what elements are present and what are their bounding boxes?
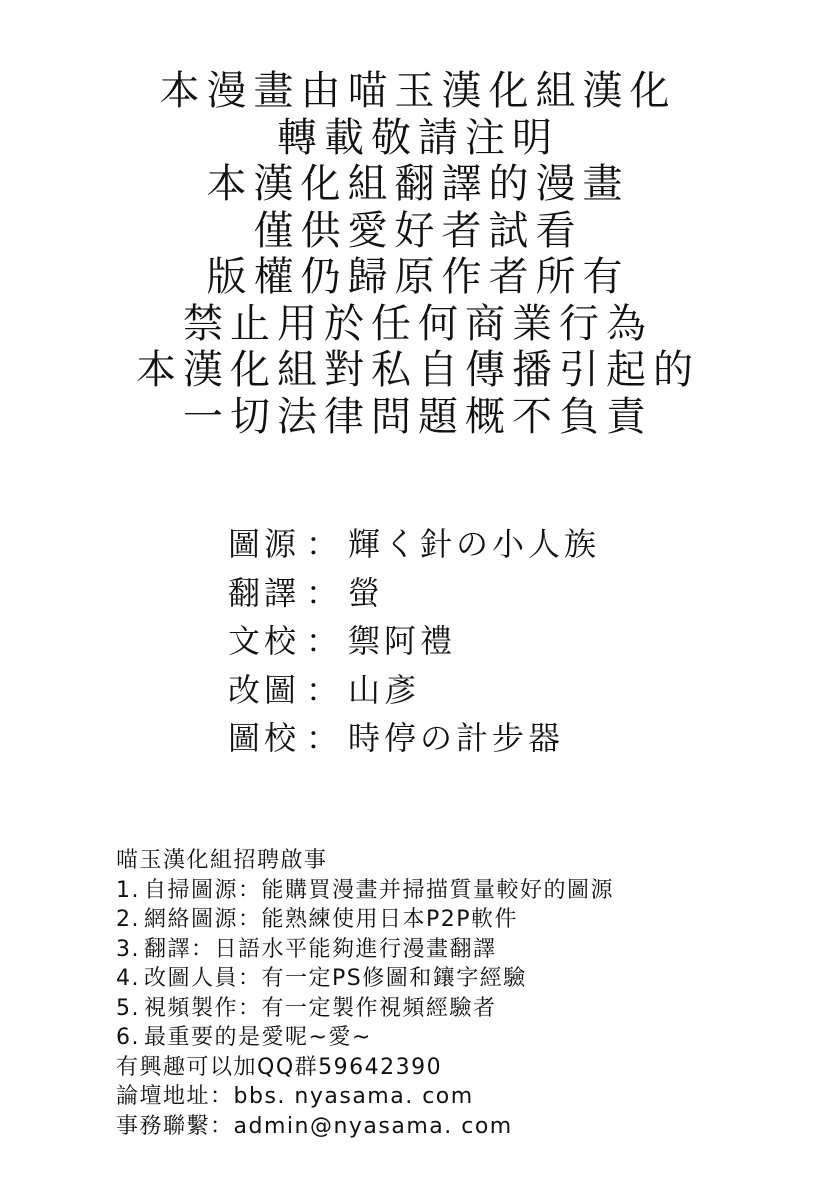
credit-row-image-check <box>228 714 788 763</box>
item-number: 6. <box>116 1025 140 1050</box>
disclaimer-line: 禁止用於任何商業行為 <box>183 300 653 347</box>
item-text: 改圖人員：有一定PS修圖和鑲字經驗 <box>144 966 527 991</box>
recruitment-item <box>116 935 816 965</box>
recruitment-block <box>116 846 816 1141</box>
credit-name: 輝く針の小人族 <box>348 525 601 563</box>
disclaimer-line: 轉載敬請注明 <box>277 114 559 161</box>
credit-role: 圖校 <box>228 719 301 757</box>
item-text: 視頻製作：有一定製作視頻經驗者 <box>144 995 497 1021</box>
item-number: 3. <box>116 936 140 962</box>
disclaimer-block <box>0 68 836 440</box>
recruitment-item <box>116 994 816 1024</box>
disclaimer-line: 本漫畫由喵玉漢化組漢化 <box>159 68 677 114</box>
contact-email-link[interactable]: admin@nyasama. com <box>233 1113 513 1139</box>
credit-row-editing <box>228 666 788 715</box>
qq-group-text: 有興趣可以加QQ群59642390 <box>116 1054 443 1080</box>
disclaimer-line: 本漢化組對私自傳播引起的 <box>136 347 700 393</box>
credit-row-translation <box>228 569 788 618</box>
credit-role: 文校 <box>228 622 301 660</box>
item-number: 4. <box>116 966 140 991</box>
contact-label: 事務聯繫 <box>116 1113 211 1139</box>
credit-role: 圖源 <box>228 525 301 563</box>
contact-separator: ： <box>210 1113 234 1139</box>
credit-role: 改圖 <box>228 670 301 709</box>
credit-separator: ： <box>306 670 343 709</box>
credit-separator: ： <box>306 719 343 757</box>
forum-label: 論壇地址 <box>116 1084 211 1109</box>
credit-separator: ： <box>306 525 343 563</box>
credits-block <box>228 520 788 763</box>
item-number: 2. <box>116 907 140 932</box>
item-number: 1. <box>116 877 140 903</box>
item-number: 5. <box>116 995 140 1021</box>
credit-role: 翻譯 <box>228 573 301 612</box>
recruitment-item <box>116 1023 816 1053</box>
credit-name: 螢 <box>348 573 385 612</box>
credit-name: 禦阿禮 <box>348 622 457 660</box>
disclaimer-line: 僅供愛好者試看 <box>253 207 583 254</box>
recruitment-item <box>116 905 816 935</box>
credit-row-proofreading <box>228 617 788 666</box>
credit-row-source <box>228 520 788 569</box>
item-text: 翻譯：日語水平能夠進行漫畫翻譯 <box>144 936 497 962</box>
forum-url-link[interactable]: bbs. nyasama. com <box>233 1084 474 1109</box>
item-text: 自掃圖源：能購買漫畫并掃描質量較好的圖源 <box>144 877 615 903</box>
disclaimer-line: 一切法律問題概不負責 <box>183 393 653 440</box>
recruitment-item <box>116 964 816 994</box>
credit-name: 山彥 <box>348 670 421 709</box>
credit-name: 時停の計步器 <box>348 719 565 757</box>
credit-separator: ： <box>306 573 343 612</box>
forum-address <box>116 1082 816 1112</box>
disclaimer-line: 本漢化組翻譯的漫畫 <box>206 161 630 207</box>
item-text: 最重要的是愛呢~愛~ <box>144 1025 372 1050</box>
recruitment-title: 喵玉漢化組招聘啟事 <box>116 848 328 873</box>
item-text: 網絡圖源：能熟練使用日本P2P軟件 <box>144 907 519 932</box>
forum-separator: ： <box>210 1084 234 1109</box>
disclaimer-line: 版權仍歸原作者所有 <box>206 254 630 300</box>
contact-email <box>116 1112 816 1142</box>
recruitment-item <box>116 876 816 906</box>
credit-separator: ： <box>306 622 343 660</box>
